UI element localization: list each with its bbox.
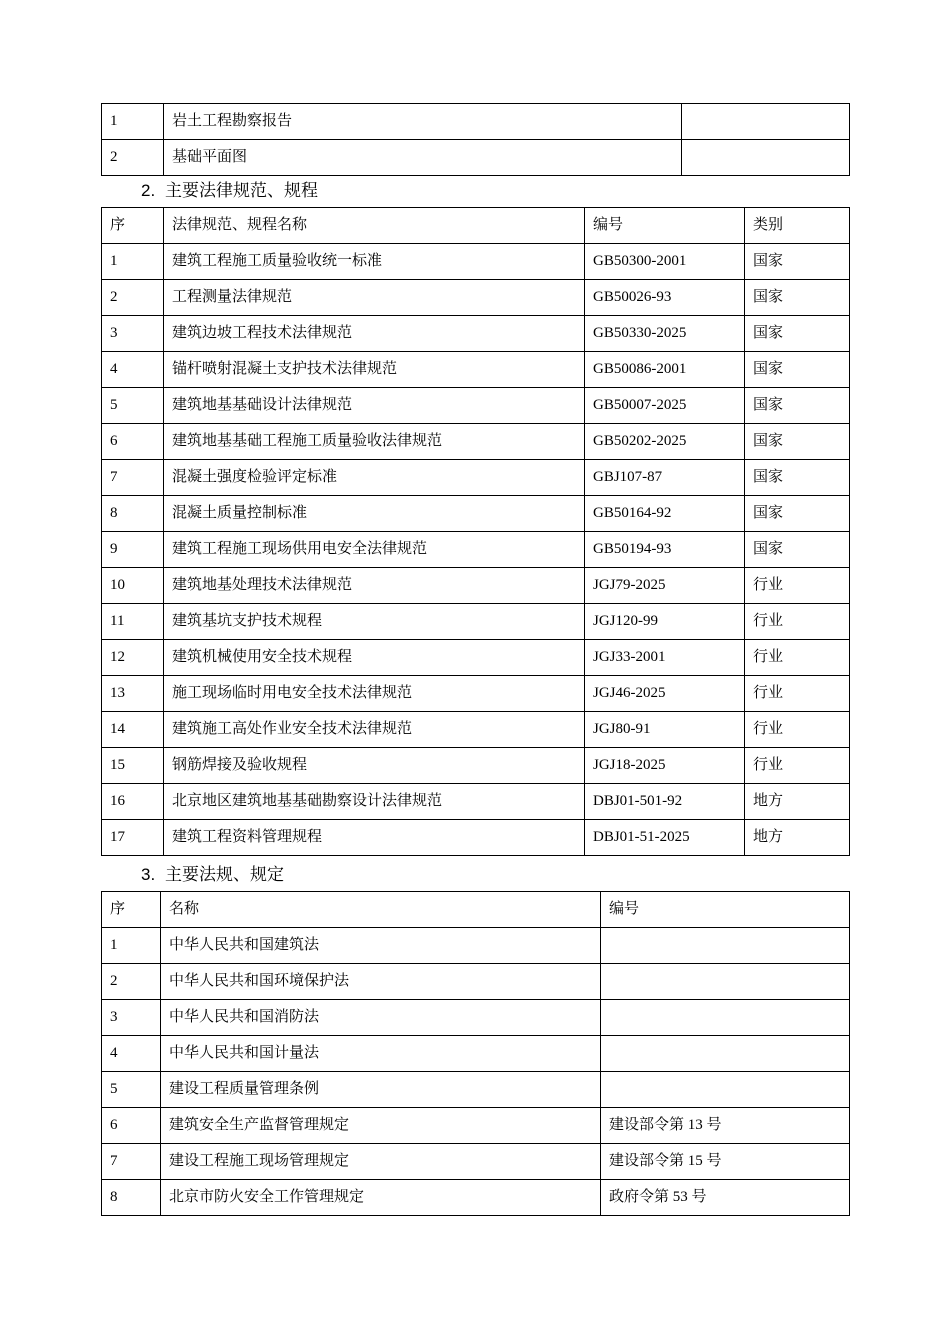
table-row — [102, 604, 850, 640]
cell-no: 5 — [102, 1072, 161, 1108]
cell-no: 7 — [102, 460, 164, 496]
header-name: 法律规范、规程名称 — [164, 208, 585, 244]
cell-no: 1 — [102, 104, 164, 140]
cell-code: GB50086-2001 — [585, 352, 745, 388]
header-name: 名称 — [161, 892, 601, 928]
cell-category: 国家 — [745, 316, 850, 352]
cell-name: 北京市防火安全工作管理规定 — [161, 1180, 601, 1216]
cell-no: 5 — [102, 388, 164, 424]
cell-name: 岩土工程勘察报告 — [164, 104, 682, 140]
cell-name: 建筑工程资料管理规程 — [164, 820, 585, 856]
cell-category: 国家 — [745, 496, 850, 532]
cell-name: 建筑地基基础设计法律规范 — [164, 388, 585, 424]
regulations-table-body — [102, 928, 850, 1216]
cell-name: 建筑地基处理技术法律规范 — [164, 568, 585, 604]
cell-name: 锚杆喷射混凝土支护技术法律规范 — [164, 352, 585, 388]
cell-category: 国家 — [745, 460, 850, 496]
table-row — [102, 1144, 850, 1180]
table-row — [102, 280, 850, 316]
cell-name: 中华人民共和国计量法 — [161, 1036, 601, 1072]
cell-name: 建筑安全生产监督管理规定 — [161, 1108, 601, 1144]
standards-table — [101, 207, 850, 856]
cell-code: GB50164-92 — [585, 496, 745, 532]
regulations-header-row — [102, 892, 850, 928]
cell-category: 行业 — [745, 604, 850, 640]
table-row — [102, 928, 850, 964]
cell-no: 1 — [102, 928, 161, 964]
table-row — [102, 460, 850, 496]
section-3-number: 3. — [141, 865, 156, 884]
table-row — [102, 676, 850, 712]
table-row — [102, 1072, 850, 1108]
table-row — [102, 1036, 850, 1072]
table-row — [102, 244, 850, 280]
table-row — [102, 1180, 850, 1216]
cell-no: 10 — [102, 568, 164, 604]
cell-category: 国家 — [745, 424, 850, 460]
cell-name: 建设工程施工现场管理规定 — [161, 1144, 601, 1180]
cell-name: 工程测量法律规范 — [164, 280, 585, 316]
cell-name: 中华人民共和国消防法 — [161, 1000, 601, 1036]
cell-category: 行业 — [745, 748, 850, 784]
cell-code: GBJ107-87 — [585, 460, 745, 496]
table-row — [102, 316, 850, 352]
table-row — [102, 1000, 850, 1036]
cell-code: GB50194-93 — [585, 532, 745, 568]
cell-code: 建设部令第 13 号 — [601, 1108, 850, 1144]
cell-no: 3 — [102, 1000, 161, 1036]
table-row — [102, 712, 850, 748]
table-row — [102, 748, 850, 784]
cell-name: 中华人民共和国环境保护法 — [161, 964, 601, 1000]
cell-no: 7 — [102, 1144, 161, 1180]
table-row — [102, 104, 850, 140]
cell-category: 行业 — [745, 640, 850, 676]
documents-table-body — [102, 104, 850, 176]
cell-category: 行业 — [745, 676, 850, 712]
cell-no: 2 — [102, 964, 161, 1000]
cell-category: 国家 — [745, 388, 850, 424]
cell-no: 2 — [102, 140, 164, 176]
table-row — [102, 496, 850, 532]
cell-no: 16 — [102, 784, 164, 820]
cell-no: 12 — [102, 640, 164, 676]
cell-name: 基础平面图 — [164, 140, 682, 176]
table-row — [102, 424, 850, 460]
cell-no: 3 — [102, 316, 164, 352]
cell-name: 建筑工程施工现场供用电安全法律规范 — [164, 532, 585, 568]
section-3-heading — [141, 864, 284, 886]
cell-no: 2 — [102, 280, 164, 316]
cell-name: 建筑工程施工质量验收统一标准 — [164, 244, 585, 280]
cell-no: 17 — [102, 820, 164, 856]
section-2-title: 主要法律规范、规程 — [165, 181, 318, 200]
cell-name: 混凝土质量控制标准 — [164, 496, 585, 532]
cell-name: 建筑机械使用安全技术规程 — [164, 640, 585, 676]
table-row — [102, 352, 850, 388]
cell-name: 建筑边坡工程技术法律规范 — [164, 316, 585, 352]
cell-no: 14 — [102, 712, 164, 748]
cell-code: JGJ18-2025 — [585, 748, 745, 784]
cell-no: 4 — [102, 352, 164, 388]
cell-category: 国家 — [745, 352, 850, 388]
cell-no: 13 — [102, 676, 164, 712]
table-row — [102, 140, 850, 176]
cell-category: 地方 — [745, 820, 850, 856]
cell-code: DBJ01-51-2025 — [585, 820, 745, 856]
cell-code: GB50202-2025 — [585, 424, 745, 460]
header-code: 编号 — [585, 208, 745, 244]
cell-code — [601, 1000, 850, 1036]
cell-code: GB50007-2025 — [585, 388, 745, 424]
cell-code: GB50330-2025 — [585, 316, 745, 352]
cell-code: JGJ120-99 — [585, 604, 745, 640]
cell-code — [601, 1036, 850, 1072]
cell-code — [601, 1072, 850, 1108]
cell-code — [601, 928, 850, 964]
cell-name: 建筑基坑支护技术规程 — [164, 604, 585, 640]
cell-no: 11 — [102, 604, 164, 640]
cell-name: 建筑施工高处作业安全技术法律规范 — [164, 712, 585, 748]
section-2-number: 2. — [141, 181, 156, 200]
table-row — [102, 784, 850, 820]
section-3-title: 主要法规、规定 — [165, 865, 284, 884]
standards-table-body — [102, 244, 850, 856]
cell-no: 4 — [102, 1036, 161, 1072]
cell-code: 建设部令第 15 号 — [601, 1144, 850, 1180]
header-no: 序 — [102, 892, 161, 928]
cell-no: 6 — [102, 424, 164, 460]
table-row — [102, 640, 850, 676]
cell-category: 行业 — [745, 712, 850, 748]
regulations-table — [101, 891, 850, 1216]
cell-remark — [682, 140, 850, 176]
header-category: 类别 — [745, 208, 850, 244]
cell-category: 行业 — [745, 568, 850, 604]
table-row — [102, 388, 850, 424]
cell-code — [601, 964, 850, 1000]
cell-name: 施工现场临时用电安全技术法律规范 — [164, 676, 585, 712]
cell-no: 1 — [102, 244, 164, 280]
cell-name: 中华人民共和国建筑法 — [161, 928, 601, 964]
cell-name: 钢筋焊接及验收规程 — [164, 748, 585, 784]
table-row — [102, 964, 850, 1000]
cell-name: 北京地区建筑地基基础勘察设计法律规范 — [164, 784, 585, 820]
cell-code: JGJ80-91 — [585, 712, 745, 748]
cell-no: 9 — [102, 532, 164, 568]
table-row — [102, 1108, 850, 1144]
cell-code: GB50026-93 — [585, 280, 745, 316]
cell-category: 国家 — [745, 280, 850, 316]
section-2-heading — [141, 180, 318, 202]
cell-code: JGJ79-2025 — [585, 568, 745, 604]
table-row — [102, 532, 850, 568]
cell-category: 地方 — [745, 784, 850, 820]
header-no: 序 — [102, 208, 164, 244]
cell-category: 国家 — [745, 532, 850, 568]
cell-remark — [682, 104, 850, 140]
cell-name: 混凝土强度检验评定标准 — [164, 460, 585, 496]
cell-code: GB50300-2001 — [585, 244, 745, 280]
cell-no: 6 — [102, 1108, 161, 1144]
cell-code: 政府令第 53 号 — [601, 1180, 850, 1216]
cell-name: 建筑地基基础工程施工质量验收法律规范 — [164, 424, 585, 460]
cell-no: 8 — [102, 1180, 161, 1216]
cell-name: 建设工程质量管理条例 — [161, 1072, 601, 1108]
standards-header-row — [102, 208, 850, 244]
table-row — [102, 820, 850, 856]
table-row — [102, 568, 850, 604]
cell-no: 8 — [102, 496, 164, 532]
cell-category: 国家 — [745, 244, 850, 280]
header-code: 编号 — [601, 892, 850, 928]
cell-code: JGJ33-2001 — [585, 640, 745, 676]
cell-code: JGJ46-2025 — [585, 676, 745, 712]
cell-code: DBJ01-501-92 — [585, 784, 745, 820]
cell-no: 15 — [102, 748, 164, 784]
documents-table — [101, 103, 850, 176]
